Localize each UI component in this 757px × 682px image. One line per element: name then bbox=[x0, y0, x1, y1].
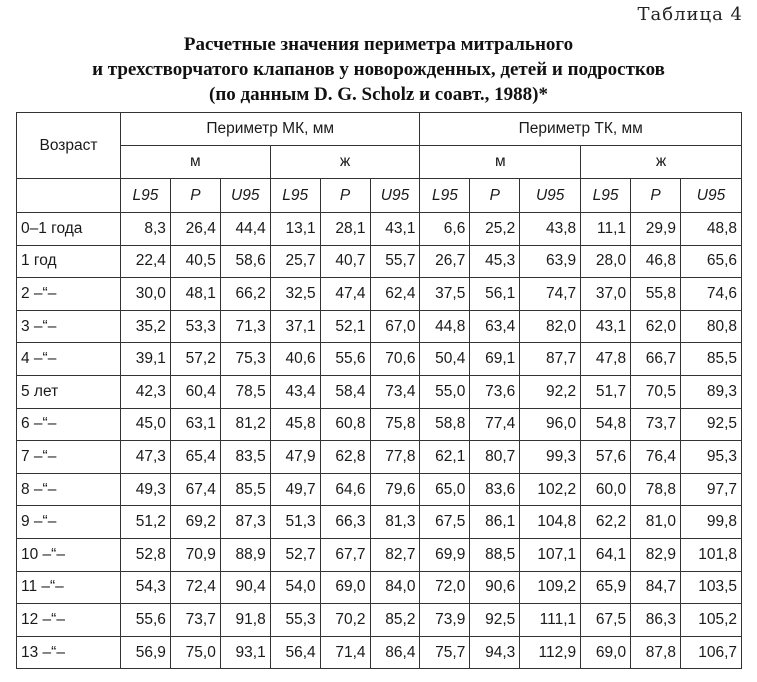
value-cell: 81,2 bbox=[220, 408, 270, 441]
value-cell: 58,8 bbox=[420, 408, 470, 441]
value-cell: 78,5 bbox=[220, 375, 270, 408]
table-row bbox=[17, 408, 742, 441]
header-sex-mk-m: м bbox=[121, 146, 271, 179]
value-cell: 54,3 bbox=[121, 571, 171, 604]
value-cell: 71,4 bbox=[320, 636, 370, 669]
header-stat: U95 bbox=[220, 179, 270, 213]
value-cell: 51,2 bbox=[121, 506, 171, 539]
value-cell: 43,8 bbox=[520, 213, 581, 246]
value-cell: 25,2 bbox=[470, 213, 520, 246]
value-cell: 55,0 bbox=[420, 375, 470, 408]
value-cell: 43,1 bbox=[370, 213, 420, 246]
value-cell: 52,8 bbox=[121, 538, 171, 571]
value-cell: 96,0 bbox=[520, 408, 581, 441]
value-cell: 94,3 bbox=[470, 636, 520, 669]
age-cell: 12 –“– bbox=[17, 604, 121, 637]
age-cell: 10 –“– bbox=[17, 538, 121, 571]
value-cell: 50,4 bbox=[420, 343, 470, 376]
age-cell: 0–1 года bbox=[17, 213, 121, 246]
value-cell: 22,4 bbox=[121, 245, 171, 278]
age-cell: 8 –“– bbox=[17, 473, 121, 506]
value-cell: 11,1 bbox=[581, 213, 631, 246]
value-cell: 101,8 bbox=[680, 538, 741, 571]
value-cell: 69,2 bbox=[170, 506, 220, 539]
value-cell: 64,1 bbox=[581, 538, 631, 571]
value-cell: 30,0 bbox=[121, 278, 171, 311]
value-cell: 99,8 bbox=[680, 506, 741, 539]
header-row-stats bbox=[17, 179, 742, 213]
value-cell: 37,1 bbox=[270, 310, 320, 343]
value-cell: 71,3 bbox=[220, 310, 270, 343]
value-cell: 73,7 bbox=[170, 604, 220, 637]
value-cell: 73,7 bbox=[631, 408, 681, 441]
caption-line-1: Расчетные значения периметра митрального bbox=[183, 34, 574, 55]
value-cell: 106,7 bbox=[680, 636, 741, 669]
value-cell: 47,9 bbox=[270, 441, 320, 474]
value-cell: 95,3 bbox=[680, 441, 741, 474]
value-cell: 55,6 bbox=[121, 604, 171, 637]
value-cell: 54,0 bbox=[270, 571, 320, 604]
age-cell: 3 –“– bbox=[17, 310, 121, 343]
table-row bbox=[17, 343, 742, 376]
value-cell: 67,7 bbox=[320, 538, 370, 571]
table-row bbox=[17, 473, 742, 506]
table-row bbox=[17, 310, 742, 343]
value-cell: 60,8 bbox=[320, 408, 370, 441]
header-stat: P bbox=[170, 179, 220, 213]
value-cell: 32,5 bbox=[270, 278, 320, 311]
value-cell: 62,1 bbox=[420, 441, 470, 474]
value-cell: 75,0 bbox=[170, 636, 220, 669]
value-cell: 83,6 bbox=[470, 473, 520, 506]
header-row-sex bbox=[17, 146, 742, 179]
value-cell: 92,5 bbox=[470, 604, 520, 637]
value-cell: 104,8 bbox=[520, 506, 581, 539]
header-row-groups bbox=[17, 113, 742, 146]
header-sex-tk-m: м bbox=[420, 146, 581, 179]
age-cell: 6 –“– bbox=[17, 408, 121, 441]
value-cell: 67,4 bbox=[170, 473, 220, 506]
table-header bbox=[17, 113, 742, 213]
value-cell: 55,3 bbox=[270, 604, 320, 637]
value-cell: 75,3 bbox=[220, 343, 270, 376]
value-cell: 103,5 bbox=[680, 571, 741, 604]
value-cell: 40,7 bbox=[320, 245, 370, 278]
value-cell: 81,3 bbox=[370, 506, 420, 539]
table-row bbox=[17, 506, 742, 539]
value-cell: 84,7 bbox=[631, 571, 681, 604]
value-cell: 73,6 bbox=[470, 375, 520, 408]
age-cell: 2 –“– bbox=[17, 278, 121, 311]
table-label: Таблица 4 bbox=[637, 4, 743, 25]
value-cell: 92,2 bbox=[520, 375, 581, 408]
value-cell: 70,5 bbox=[631, 375, 681, 408]
value-cell: 6,6 bbox=[420, 213, 470, 246]
table-body bbox=[17, 213, 742, 669]
value-cell: 70,9 bbox=[170, 538, 220, 571]
table-row bbox=[17, 213, 742, 246]
value-cell: 55,8 bbox=[631, 278, 681, 311]
value-cell: 29,9 bbox=[631, 213, 681, 246]
table-row bbox=[17, 571, 742, 604]
value-cell: 86,1 bbox=[470, 506, 520, 539]
data-table bbox=[16, 112, 742, 669]
header-sex-tk-f: ж bbox=[581, 146, 742, 179]
value-cell: 48,1 bbox=[170, 278, 220, 311]
value-cell: 35,2 bbox=[121, 310, 171, 343]
value-cell: 63,9 bbox=[520, 245, 581, 278]
value-cell: 93,1 bbox=[220, 636, 270, 669]
value-cell: 48,8 bbox=[680, 213, 741, 246]
value-cell: 87,3 bbox=[220, 506, 270, 539]
value-cell: 26,4 bbox=[170, 213, 220, 246]
age-cell: 11 –“– bbox=[17, 571, 121, 604]
value-cell: 65,4 bbox=[170, 441, 220, 474]
value-cell: 67,0 bbox=[370, 310, 420, 343]
value-cell: 45,8 bbox=[270, 408, 320, 441]
value-cell: 109,2 bbox=[520, 571, 581, 604]
value-cell: 62,8 bbox=[320, 441, 370, 474]
header-stat: P bbox=[631, 179, 681, 213]
value-cell: 78,8 bbox=[631, 473, 681, 506]
age-cell: 7 –“– bbox=[17, 441, 121, 474]
value-cell: 74,7 bbox=[520, 278, 581, 311]
value-cell: 69,0 bbox=[581, 636, 631, 669]
value-cell: 62,0 bbox=[631, 310, 681, 343]
value-cell: 57,6 bbox=[581, 441, 631, 474]
value-cell: 44,8 bbox=[420, 310, 470, 343]
age-cell: 1 год bbox=[17, 245, 121, 278]
value-cell: 75,7 bbox=[420, 636, 470, 669]
value-cell: 54,8 bbox=[581, 408, 631, 441]
value-cell: 72,0 bbox=[420, 571, 470, 604]
value-cell: 13,1 bbox=[270, 213, 320, 246]
value-cell: 91,8 bbox=[220, 604, 270, 637]
value-cell: 8,3 bbox=[121, 213, 171, 246]
value-cell: 58,4 bbox=[320, 375, 370, 408]
value-cell: 77,4 bbox=[470, 408, 520, 441]
header-sex-mk-f: ж bbox=[270, 146, 420, 179]
value-cell: 65,9 bbox=[581, 571, 631, 604]
header-stat: P bbox=[470, 179, 520, 213]
value-cell: 62,4 bbox=[370, 278, 420, 311]
value-cell: 47,3 bbox=[121, 441, 171, 474]
value-cell: 45,0 bbox=[121, 408, 171, 441]
value-cell: 105,2 bbox=[680, 604, 741, 637]
header-stat: L95 bbox=[270, 179, 320, 213]
age-cell: 4 –“– bbox=[17, 343, 121, 376]
value-cell: 82,0 bbox=[520, 310, 581, 343]
header-group-mk: Периметр МК, мм bbox=[121, 113, 420, 146]
value-cell: 42,3 bbox=[121, 375, 171, 408]
table-row bbox=[17, 375, 742, 408]
value-cell: 43,4 bbox=[270, 375, 320, 408]
value-cell: 73,4 bbox=[370, 375, 420, 408]
value-cell: 102,2 bbox=[520, 473, 581, 506]
value-cell: 60,4 bbox=[170, 375, 220, 408]
value-cell: 37,5 bbox=[420, 278, 470, 311]
value-cell: 73,9 bbox=[420, 604, 470, 637]
header-stat: U95 bbox=[680, 179, 741, 213]
value-cell: 39,1 bbox=[121, 343, 171, 376]
value-cell: 84,0 bbox=[370, 571, 420, 604]
value-cell: 55,6 bbox=[320, 343, 370, 376]
caption-line-3: (по данным D. G. Scholz и соавт., 1988)* bbox=[209, 84, 548, 105]
value-cell: 81,0 bbox=[631, 506, 681, 539]
value-cell: 111,1 bbox=[520, 604, 581, 637]
value-cell: 67,5 bbox=[420, 506, 470, 539]
value-cell: 63,4 bbox=[470, 310, 520, 343]
header-stat: L95 bbox=[121, 179, 171, 213]
value-cell: 86,4 bbox=[370, 636, 420, 669]
value-cell: 86,3 bbox=[631, 604, 681, 637]
table-caption bbox=[0, 32, 757, 107]
value-cell: 90,4 bbox=[220, 571, 270, 604]
value-cell: 53,3 bbox=[170, 310, 220, 343]
value-cell: 56,4 bbox=[270, 636, 320, 669]
value-cell: 80,8 bbox=[680, 310, 741, 343]
value-cell: 49,3 bbox=[121, 473, 171, 506]
value-cell: 37,0 bbox=[581, 278, 631, 311]
value-cell: 97,7 bbox=[680, 473, 741, 506]
table-row bbox=[17, 441, 742, 474]
value-cell: 25,7 bbox=[270, 245, 320, 278]
value-cell: 87,8 bbox=[631, 636, 681, 669]
age-cell: 13 –“– bbox=[17, 636, 121, 669]
value-cell: 60,0 bbox=[581, 473, 631, 506]
value-cell: 99,3 bbox=[520, 441, 581, 474]
value-cell: 66,7 bbox=[631, 343, 681, 376]
header-stub-empty bbox=[17, 179, 121, 213]
age-cell: 5 лет bbox=[17, 375, 121, 408]
header-stat: L95 bbox=[420, 179, 470, 213]
value-cell: 28,1 bbox=[320, 213, 370, 246]
value-cell: 83,5 bbox=[220, 441, 270, 474]
value-cell: 80,7 bbox=[470, 441, 520, 474]
value-cell: 85,5 bbox=[220, 473, 270, 506]
value-cell: 82,7 bbox=[370, 538, 420, 571]
value-cell: 72,4 bbox=[170, 571, 220, 604]
value-cell: 65,6 bbox=[680, 245, 741, 278]
value-cell: 79,6 bbox=[370, 473, 420, 506]
value-cell: 58,6 bbox=[220, 245, 270, 278]
value-cell: 52,1 bbox=[320, 310, 370, 343]
value-cell: 92,5 bbox=[680, 408, 741, 441]
value-cell: 75,8 bbox=[370, 408, 420, 441]
value-cell: 51,7 bbox=[581, 375, 631, 408]
value-cell: 87,7 bbox=[520, 343, 581, 376]
value-cell: 66,3 bbox=[320, 506, 370, 539]
table-row bbox=[17, 278, 742, 311]
table-row bbox=[17, 245, 742, 278]
value-cell: 52,7 bbox=[270, 538, 320, 571]
value-cell: 44,4 bbox=[220, 213, 270, 246]
value-cell: 63,1 bbox=[170, 408, 220, 441]
value-cell: 88,9 bbox=[220, 538, 270, 571]
header-stat: U95 bbox=[370, 179, 420, 213]
value-cell: 28,0 bbox=[581, 245, 631, 278]
value-cell: 69,9 bbox=[420, 538, 470, 571]
value-cell: 43,1 bbox=[581, 310, 631, 343]
value-cell: 90,6 bbox=[470, 571, 520, 604]
value-cell: 66,2 bbox=[220, 278, 270, 311]
value-cell: 47,4 bbox=[320, 278, 370, 311]
value-cell: 55,7 bbox=[370, 245, 420, 278]
value-cell: 64,6 bbox=[320, 473, 370, 506]
value-cell: 85,5 bbox=[680, 343, 741, 376]
value-cell: 70,2 bbox=[320, 604, 370, 637]
table-row bbox=[17, 538, 742, 571]
value-cell: 65,0 bbox=[420, 473, 470, 506]
value-cell: 45,3 bbox=[470, 245, 520, 278]
value-cell: 77,8 bbox=[370, 441, 420, 474]
value-cell: 40,6 bbox=[270, 343, 320, 376]
value-cell: 85,2 bbox=[370, 604, 420, 637]
value-cell: 74,6 bbox=[680, 278, 741, 311]
header-stat: P bbox=[320, 179, 370, 213]
caption-line-2: и трехстворчатого клапанов у новорожденных, детей и подростков bbox=[92, 59, 665, 80]
value-cell: 88,5 bbox=[470, 538, 520, 571]
table-row bbox=[17, 636, 742, 669]
value-cell: 26,7 bbox=[420, 245, 470, 278]
table-row bbox=[17, 604, 742, 637]
header-stat: L95 bbox=[581, 179, 631, 213]
value-cell: 56,9 bbox=[121, 636, 171, 669]
value-cell: 51,3 bbox=[270, 506, 320, 539]
value-cell: 49,7 bbox=[270, 473, 320, 506]
value-cell: 40,5 bbox=[170, 245, 220, 278]
header-group-tk: Периметр ТК, мм bbox=[420, 113, 742, 146]
value-cell: 76,4 bbox=[631, 441, 681, 474]
value-cell: 46,8 bbox=[631, 245, 681, 278]
value-cell: 69,1 bbox=[470, 343, 520, 376]
value-cell: 112,9 bbox=[520, 636, 581, 669]
value-cell: 107,1 bbox=[520, 538, 581, 571]
value-cell: 70,6 bbox=[370, 343, 420, 376]
value-cell: 82,9 bbox=[631, 538, 681, 571]
header-stat: U95 bbox=[520, 179, 581, 213]
value-cell: 57,2 bbox=[170, 343, 220, 376]
value-cell: 67,5 bbox=[581, 604, 631, 637]
value-cell: 62,2 bbox=[581, 506, 631, 539]
header-age: Возраст bbox=[17, 113, 121, 179]
age-cell: 9 –“– bbox=[17, 506, 121, 539]
value-cell: 56,1 bbox=[470, 278, 520, 311]
value-cell: 69,0 bbox=[320, 571, 370, 604]
value-cell: 89,3 bbox=[680, 375, 741, 408]
value-cell: 47,8 bbox=[581, 343, 631, 376]
